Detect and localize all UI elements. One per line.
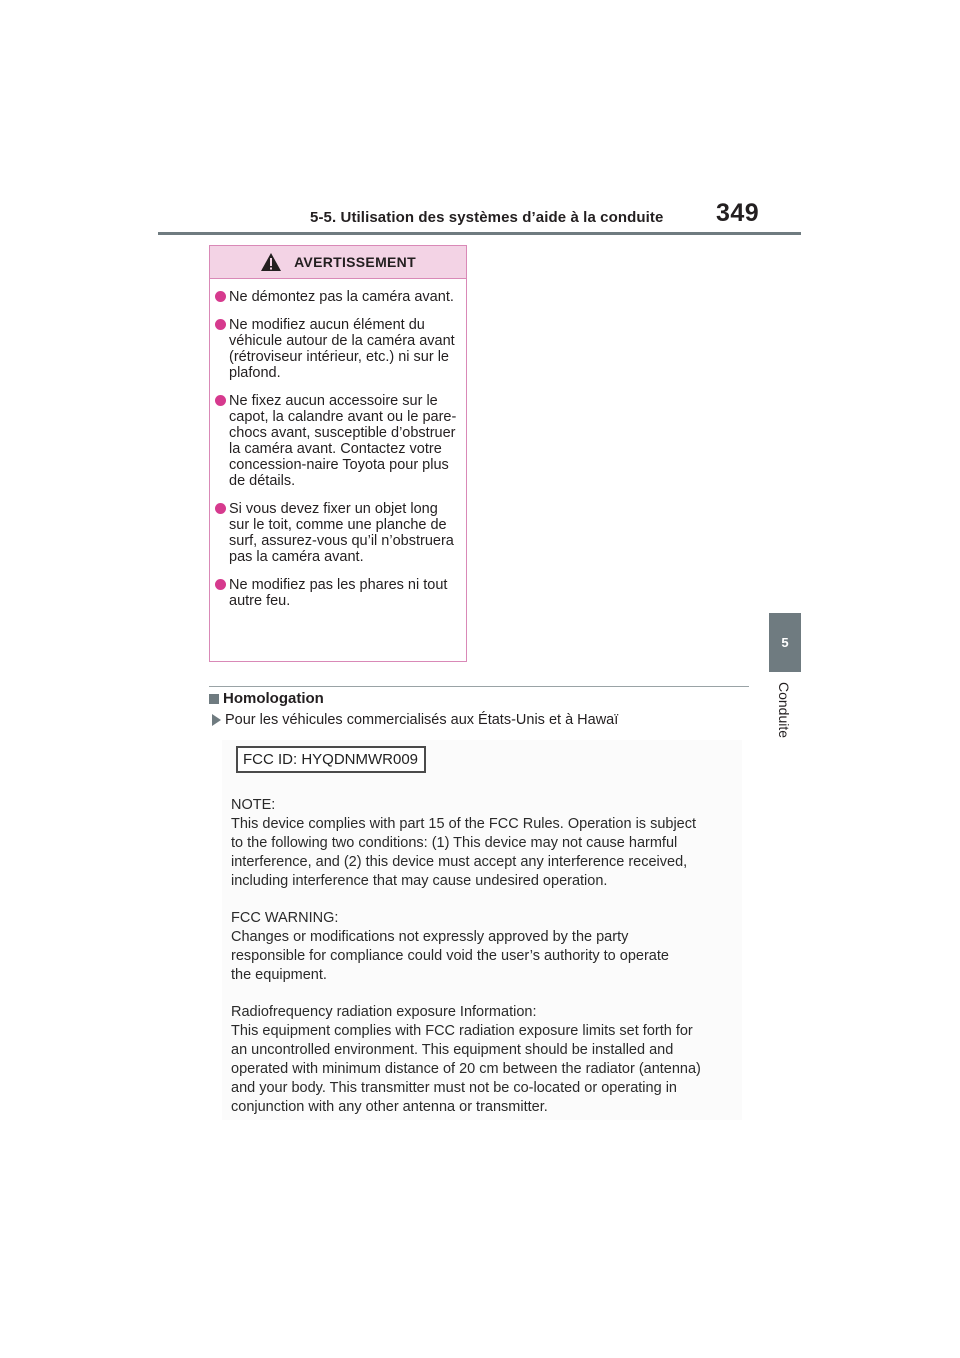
warning-item-text: Ne fixez aucun accessoire sur le capot, la calandre avant ou le pare-chocs avant, susceptible d’obstruer la caméra avant. Contactez votre concession-naire Toyota pour plus de détails. [229,393,457,489]
fcc-note-line: to the following two conditions: (1) This device may not cause harmful [231,835,678,851]
section-title: 5-5. Utilisation des systèmes d’aide à la conduite [310,209,664,226]
fcc-id-box: FCC ID: HYQDNMWR009 [236,746,426,773]
warning-item [215,289,458,305]
warning-item-text: Ne démontez pas la caméra avant. [229,289,454,305]
fcc-note-line: including interference that may cause undesired operation. [231,873,608,889]
warning-triangle-icon [260,252,282,272]
fcc-radio-line: an uncontrolled environment. This equipment should be installed and [231,1042,674,1058]
warning-item [215,393,458,489]
warning-item-text: Ne modifiez aucun élément du véhicule autour de la caméra avant (rétroviseur intérieur, etc.) ni sur le plafond. [229,317,455,381]
bullet-dot-icon [215,395,226,406]
warning-item-text: Si vous devez fixer un objet long sur le toit, comme une planche de surf, assurez-vous qu’il n’obstruera pas la caméra avant. [229,501,454,565]
header-divider [158,232,801,235]
section-divider [209,686,749,687]
bullet-dot-icon [215,579,226,590]
chapter-tab [769,613,801,672]
fcc-radio-line: conjunction with any other antenna or transmitter. [231,1099,548,1115]
warning-item [215,577,458,609]
homologation-subitem-text: Pour les véhicules commercialisés aux États-Unis et à Hawaï [225,712,619,728]
fcc-warning-title: FCC WARNING: [231,910,339,926]
fcc-warning-line: the equipment. [231,967,327,983]
bullet-dot-icon [215,503,226,514]
homologation-subitem [212,712,618,728]
fcc-radio-line: and your body. This transmitter must not be co-located or operating in [231,1080,677,1096]
page-number: 349 [716,199,760,227]
chapter-number: 5 [781,635,789,650]
warning-list [210,279,466,609]
warning-item-text: Ne modifiez pas les phares ni tout autre feu. [229,577,448,609]
warning-header [210,246,466,279]
square-bullet-icon [209,694,219,704]
homologation-title: Homologation [223,690,324,707]
triangle-bullet-icon [212,714,221,726]
warning-item [215,501,458,565]
fcc-warning-line: Changes or modifications not expressly approved by the party [231,929,629,945]
fcc-note-line: interference, and (2) this device must accept any interference received, [231,854,688,870]
fcc-warning-line: responsible for compliance could void the user’s authority to operate [231,948,669,964]
warning-item [215,317,458,381]
warning-title: AVERTISSEMENT [294,254,416,270]
homologation-heading [209,690,324,707]
fcc-radio-title: Radiofrequency radiation exposure Information: [231,1004,537,1020]
fcc-note-line: This device complies with part 15 of the FCC Rules. Operation is subject [231,816,697,832]
bullet-dot-icon [215,291,226,302]
fcc-radio-line: operated with minimum distance of 20 cm between the radiator (antenna) [231,1061,701,1077]
fcc-note-title: NOTE: [231,797,276,813]
chapter-label: Conduite [776,682,792,739]
fcc-radio-line: This equipment complies with FCC radiation exposure limits set forth for [231,1023,693,1039]
bullet-dot-icon [215,319,226,330]
warning-box [209,245,467,662]
